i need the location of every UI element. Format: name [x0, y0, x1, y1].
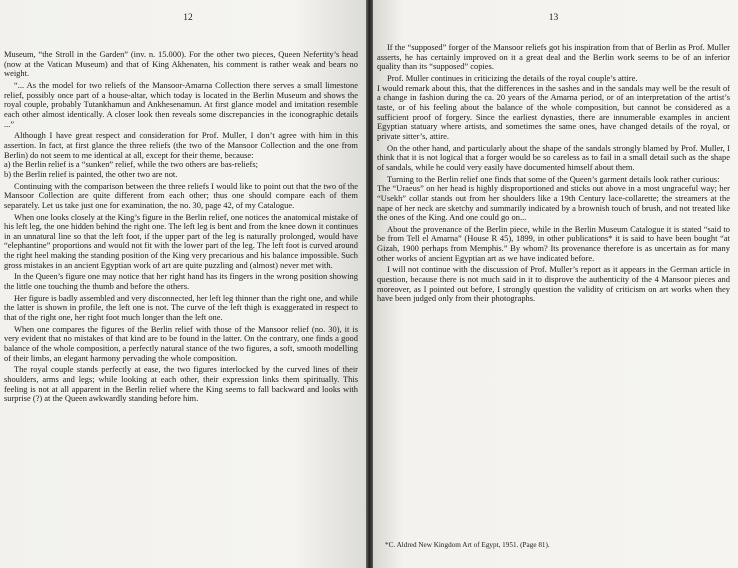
paragraph: Her figure is badly assembled and very disconnected, her left leg thinner than the right one, and while the latter is shown in profile, the left one is not. The curve of the left thigh is exaggerated in respect to that of the right one, her right foot much longer than the left one. — [4, 292, 358, 323]
paragraph: The royal couple stands perfectly at ease, the two figures interlocked by the curved lines of their shoulders, arms and legs; while looking at each other, their expression links them spiritually. This feeling is not at all apparent in the Berlin relief where the King seems to fall backward and looks with surprise (?) at the Queen awkwardly standing before him. — [4, 364, 358, 404]
paragraph: When one looks closely at the King’s figure in the Berlin relief, one notices the anatomical mistake of his left leg, the one hidden behind the right one. The left leg is bent and from the knee down it continues in an unnatural line so that the left foot, if the upper part of the leg is naturally prolonged, would have “elephantine” proportions and would not fit with the lower part of the leg. The left foot is curved around the right heel making the standing position of the King very precarious and his balance impossible. Such gross mistakes in an ancient Egyptian work of art are quite puzzling and (almost) never met with. — [4, 211, 358, 270]
paragraph: On the other hand, and particularly about the shape of the sandals strongly blamed by Prof. Muller, I think that it is not logical that a forger would be so careless as to fail in a small detail such as the shape of sandals, while he could very easily have documented himself about them. — [377, 142, 730, 172]
paragraph: b) the Berlin relief is painted, the other two are not. — [4, 168, 178, 179]
paragraph: Museum, “the Stroll in the Garden” (inv. n. 15.000). For the other two pieces, Queen Nefertity’s head (now at the Vatican Museum) and that of King Akhenaten, his comment is rather weak and bears no weight. — [4, 49, 358, 79]
paragraph: I will not continue with the discussion of Prof. Muller’s report as it appears in the German article in question, because there is not much said in it to disprove the authenticity of the 4 Mansoor pieces and moreover, as I pointed out before, I strongly question the validity of criticism on art works when they have been judged only from their photographs. — [377, 264, 730, 304]
paragraph: Continuing with the comparison between the three reliefs I would like to point out that the two of the Mansoor Collection are quite different from each other; thus one should compare each of them separately. Let us take just one for examination, the no. 30, page 42, of my Catalogue. — [4, 180, 358, 210]
paragraph: I would remark about this, that the differences in the sashes and in the sandals may well be the result of a change in fashion during the ca. 20 years of the Amarna period, or of an interpretation of the artist’s taste, or of his feeling about the balance of the whole composition, but cannot be considered as a sufficient proof of forgery. Since the earliest dynasties, there are innumerable examples in ancient Egyptian statuary where artists, and sometimes the same ones, have changed details of the royal, or private sitter’s, attire. — [377, 82, 730, 141]
paragraph: a) the Berlin relief is a “sunken” relief, while the two others are bas-reliefs; — [4, 159, 258, 170]
paragraph: “... As the model for two reliefs of the Mansoor-Amarna Collection there serves a small limestone relief, possibly once part of a house-altar, which today is located in the Berlin Museum and shows the royal couple, probably Tutankhamun and Ankhesenamun. At first glance model and imitation resemble each other almost identically. A closer look then reveals some discrepancies in the iconographic details ...” — [4, 79, 358, 129]
paragraph: When one compares the figures of the Berlin relief with those of the Mansoor relief (no. 30), it is very evident that no mistakes of that kind are to be found in the latter. On the contrary, one finds a good balance of the whole composition, a perfectly natural stance of the two figures, a soft, smooth modelling of their limbs, an elegant harmony pervading the whole composition. — [4, 323, 358, 363]
paragraph: Turning to the Berlin relief one finds that some of the Queen’s garment details look rather curious: — [387, 173, 720, 184]
page-number-left: 12 — [183, 13, 193, 23]
footnote: *C. Aldred New Kingdom Art of Egypt, 1951. (Page 81). — [385, 541, 550, 549]
page-number-right: 13 — [548, 13, 559, 23]
right-page-text — [377, 43, 730, 304]
paragraph: Although I have great respect and consideration for Prof. Muller, I don’t agree with him in this assertion. In fact, at first glance the three reliefs (the two of the Mansoor Collection and the one from Berlin) do not seem to me identical at all, except for their theme, because: — [4, 130, 358, 160]
left-page-text — [4, 50, 358, 404]
paragraph: About the provenance of the Berlin piece, while in the Berlin Museum Catalogue it is stated “said to be from Tell el Amarna” (House R 45), 1899, in other publications* it is said to have been bought “at Gizah, 1900 perhaps from Memphis.” By whom? Its provenance therefore is as uncertain as for many other works of ancient Egyptian art as we have indicated before. — [377, 223, 730, 263]
paragraph: Prof. Muller continues in criticizing the details of the royal couple’s attire. — [387, 72, 638, 83]
paragraph: The “Uraeus” on her head is highly disproportioned and sticks out above in a most ungraceful way; her “Usekh” collar stands out from her shoulders like a 19th Century lace-collarette; the streamers at the nape of her neck are sketchy and summarily indicated by a brownish touch of brush, and not treated like the ones of the King. And one could go on... — [377, 183, 730, 223]
paragraph: If the “supposed” forger of the Mansoor reliefs got his inspiration from that of Berlin as Prof. Muller asserts, he has certainly improved on it a great deal and the Berlin work seems to be of an inferior quality than its “supposed” copies. — [377, 42, 730, 72]
book-gutter — [366, 0, 373, 568]
paragraph: In the Queen’s figure one may notice that her right hand has its fingers in the wrong position showing the little one touching the thumb and before the others. — [4, 271, 358, 292]
left-page — [0, 0, 366, 568]
right-page — [373, 0, 738, 568]
